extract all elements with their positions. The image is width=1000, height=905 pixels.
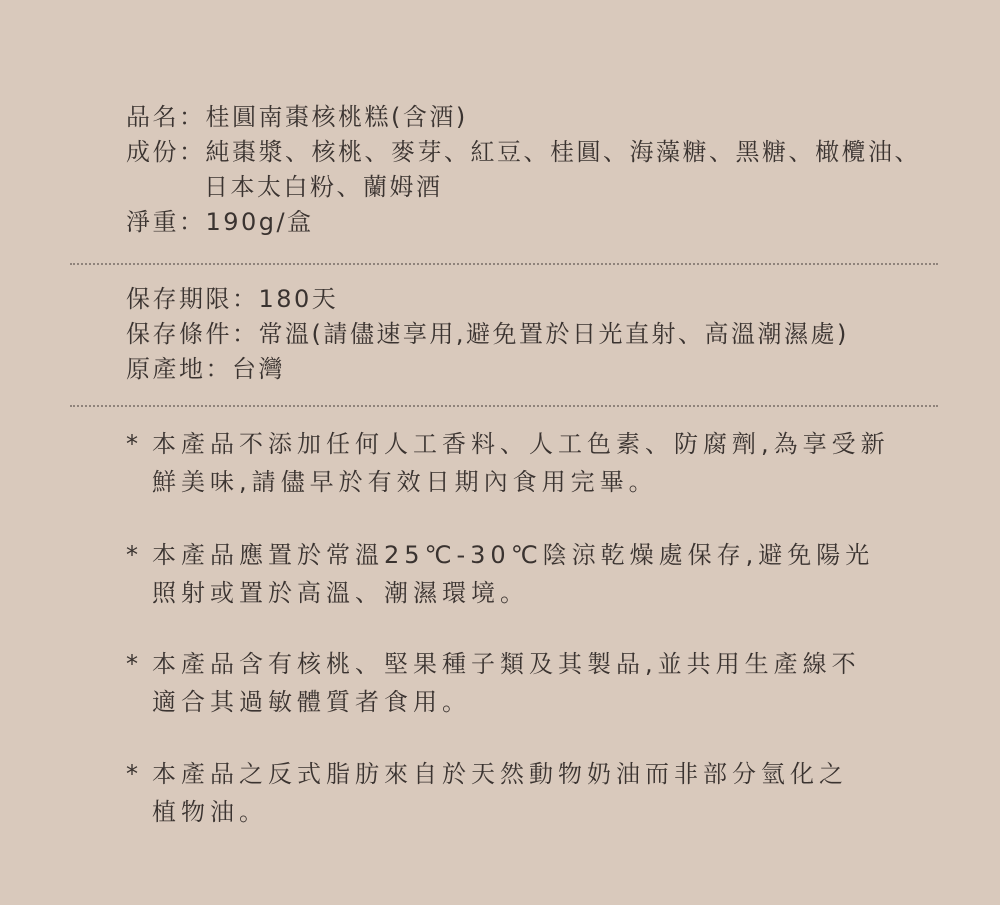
ingredients-line-1: 成份：純棗漿、核桃、麥芽、紅豆、桂圓、海藻糖、黑糖、橄欖油、 (126, 138, 921, 166)
product-info-section (126, 100, 946, 240)
product-name: 品名：桂圓南棗核桃糕(含酒) (126, 103, 468, 131)
note-item (126, 536, 874, 612)
note-line: 照射或置於高溫、潮濕環境。 (152, 579, 529, 607)
dotted-divider-2 (70, 405, 938, 407)
note-line: 本產品應置於常溫25℃-30℃陰涼乾燥處保存,避免陽光 (152, 541, 875, 569)
note-line: 植物油。 (152, 798, 268, 826)
shelf-life: 保存期限：180天 (126, 285, 339, 313)
place-of-origin: 原產地：台灣 (126, 355, 285, 383)
note-line: 鮮美味,請儘早於有效日期內食用完畢。 (152, 468, 658, 496)
storage-conditions: 保存條件：常溫(請儘速享用,避免置於日光直射、高溫潮濕處) (126, 320, 849, 348)
note-line: 適合其過敏體質者食用。 (152, 688, 471, 716)
note-marker: * (126, 650, 138, 678)
note-item (126, 425, 890, 501)
note-marker: * (126, 430, 138, 458)
note-line: 本產品之反式脂肪來自於天然動物奶油而非部分氫化之 (152, 760, 848, 788)
note-marker: * (126, 760, 138, 788)
note-item (126, 755, 848, 831)
net-weight: 淨重：190g/盒 (126, 208, 314, 236)
ingredients-line-2: 日本太白粉、蘭姆酒 (204, 173, 443, 201)
storage-info-section (126, 282, 946, 387)
note-line: 本產品含有核桃、堅果種子類及其製品,並共用生產線不 (152, 650, 861, 678)
note-marker: * (126, 541, 138, 569)
note-item (126, 645, 861, 721)
dotted-divider-1 (70, 263, 938, 265)
note-line: 本產品不添加任何人工香料、人工色素、防腐劑,為享受新 (152, 430, 890, 458)
